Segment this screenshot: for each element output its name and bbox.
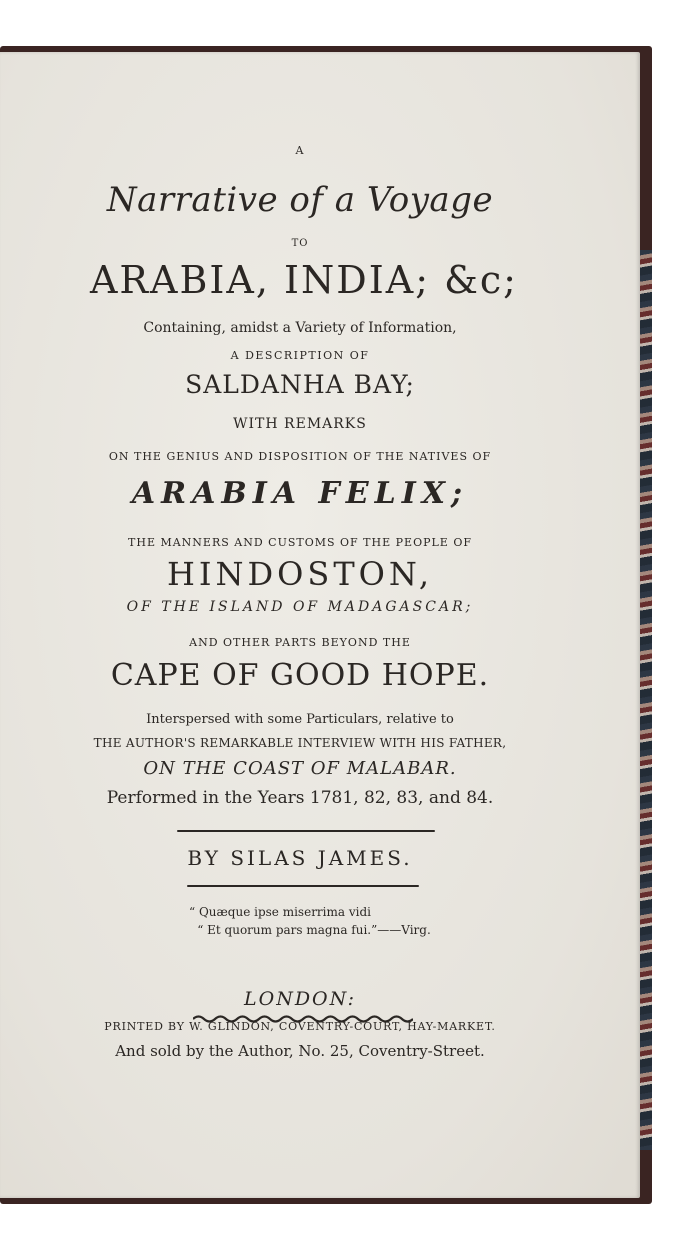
epigraph-line-2: “ Et quorum pars magna fui.”——Virg. xyxy=(197,923,431,937)
heading-saldanha-bay: SALDANHA BAY; xyxy=(185,370,415,399)
title-to: TO xyxy=(291,238,309,249)
rule-above-author xyxy=(177,830,435,832)
subtitle-description-of: A DESCRIPTION OF xyxy=(230,349,370,362)
subtitle-other-parts: AND OTHER PARTS BEYOND THE xyxy=(189,636,411,649)
imprint-city: LONDON: xyxy=(244,988,356,1010)
subtitle-containing: Containing, amidst a Variety of Information, xyxy=(143,320,457,336)
imprint-printer: PRINTED BY W. GLINDON, COVENTRY-COURT, HAY-MARKET. xyxy=(104,1020,496,1033)
main-title: Narrative of a Voyage xyxy=(106,180,494,220)
rule-below-author xyxy=(187,885,419,887)
heading-hindoston: HINDOSTON, xyxy=(166,555,434,593)
imprint-seller: And sold by the Author, No. 25, Coventry-Street. xyxy=(115,1042,485,1060)
subtitle-malabar: ON THE COAST OF MALABAR. xyxy=(143,758,457,779)
subtitle-interview: THE AUTHOR'S REMARKABLE INTERVIEW WITH HIS FATHER, xyxy=(93,736,507,750)
title-destinations: ARABIA, INDIA; &c; xyxy=(89,258,518,302)
heading-cape-of-good-hope: CAPE OF GOOD HOPE. xyxy=(110,658,490,693)
subtitle-madagascar: OF THE ISLAND OF MADAGASCAR; xyxy=(126,599,474,615)
subtitle-genius: ON THE GENIUS AND DISPOSITION OF THE NATIVES OF xyxy=(108,450,492,463)
heading-arabia-felix: ARABIA FELIX; xyxy=(131,476,469,511)
author-line: BY SILAS JAMES. xyxy=(187,846,413,870)
subtitle-with-remarks: WITH REMARKS xyxy=(233,416,367,432)
subtitle-manners: THE MANNERS AND CUSTOMS OF THE PEOPLE OF xyxy=(128,536,472,549)
title-page xyxy=(0,52,640,1198)
title-article: A xyxy=(295,144,305,157)
subtitle-performed-years: Performed in the Years 1781, 82, 83, and 84. xyxy=(106,788,494,808)
epigraph-line-1: “ Quæque ipse miserrima vidi xyxy=(189,905,371,919)
subtitle-interspersed: Interspersed with some Particulars, relative to xyxy=(146,712,454,727)
